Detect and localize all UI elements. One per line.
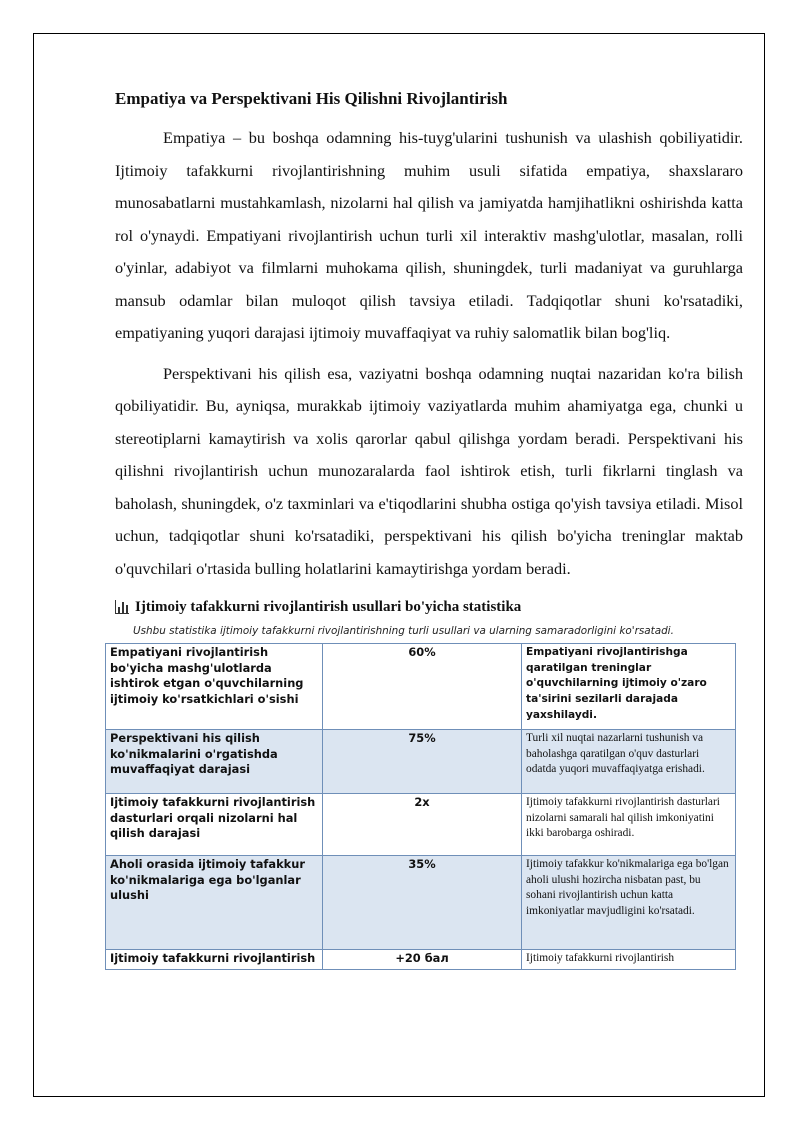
statistics-table <box>105 643 736 970</box>
table-row <box>106 950 736 970</box>
row-value: 75% <box>323 730 522 794</box>
paragraph-perspective: Perspektivani his qilish esa, vaziyatni boshqa odamning nuqtai nazaridan ko'ra bilish qobiliyatidir. Bu, ayniqsa, murakkab ijtimoiy vaziyatlarda muhim ahamiyatga ega, chunki u stereotiplarni kamaytirish va xolis qarorlar qabul qilishga yordam beradi. Perspektivani his qilishni rivojlantirish uchun munozaralarda faol ishtirok etish, turli fikrlarni tinglash va baholash, shuningdek, o'z taxminlari va e'tiqodlarini shubha ostiga qo'yish tavsiya etiladi. Misol uchun, tadqiqotlar shuni ko'rsatadiki, perspektivani his qilish bo'yicha treninglar maktab o'quvchilari o'rtasida bulling holatlarini kamaytirishga yordam beradi. <box>115 363 743 578</box>
row-label: Aholi orasida ijtimoiy tafakkur ko'nikmalariga ega bo'lganlar ulushi <box>106 856 323 950</box>
row-note: Ijtimoiy tafakkurni rivojlantirish <box>522 950 736 970</box>
row-note: Ijtimoiy tafakkurni rivojlantirish dasturlari nizolarni samarali hal qilish imkoniyatini ikki barobarga oshiradi. <box>522 794 736 856</box>
row-value: 35% <box>323 856 522 950</box>
section-title: Empatiya va Perspektivani His Qilishni Rivojlantirish <box>115 89 508 108</box>
row-value: 2x <box>323 794 522 856</box>
paragraph-empathy: Empatiya – bu boshqa odamning his-tuyg'ularini tushunish va ulashish qobiliyatidir. Ijtimoiy tafakkurni rivojlantirishning muhim usuli sifatida empatiya, shaxslararo munosabatlarni mustahkamlash, nizolarni hal qilish va jamiyatda hamjihatlikni oshirishda katta rol o'ynaydi. Empatiyani rivojlantirish uchun turli xil interaktiv mashg'ulotlar, masalan, rolli o'yinlar, adabiyot va filmlarni muhokama qilish, shuningdek, turli madaniyat va guruhlarga mansub odamlar bilan muloqot qilish tavsiya etiladi. Tadqiqotlar shuni ko'rsatadiki, empatiyaning yuqori darajasi ijtimoiy muvaffaqiyat va ruhiy salomatlik bilan bog'liq. <box>115 128 743 342</box>
row-note: Ijtimoiy tafakkur ko'nikmalariga ega bo'lgan aholi ulushi hozircha nisbatan past, bu sohani rivojlantirish uchun katta imkoniyatlar mavjudligini ko'rsatadi. <box>522 856 736 950</box>
table-row <box>106 730 736 794</box>
statistics-subtitle: Ushbu statistika ijtimoiy tafakkurni rivojlantirishning turli usullari va ularning samaradorligini ko'rsatadi. <box>133 625 674 637</box>
bar-chart-icon <box>115 600 129 614</box>
row-note: Empatiyani rivojlantirishga qaratilgan treninglar o'quvchilarning ijtimoiy o'zaro ta'sirini sezilarli darajada yaxshilaydi. <box>522 644 736 730</box>
row-label: Empatiyani rivojlantirish bo'yicha mashg'ulotlarda ishtirok etgan o'quvchilarning ijtimoiy ko'rsatkichlari o'sishi <box>106 644 323 730</box>
table-row <box>106 794 736 856</box>
statistics-title: Ijtimoiy tafakkurni rivojlantirish usullari bo'yicha statistika <box>135 599 522 615</box>
table-row <box>106 644 736 730</box>
row-note: Turli xil nuqtai nazarlarni tushunish va baholashga qaratilgan o'quv dasturlari odatda yuqori muvaffaqiyatga erishadi. <box>522 730 736 794</box>
row-label: Ijtimoiy tafakkurni rivojlantirish <box>106 950 323 970</box>
row-label: Ijtimoiy tafakkurni rivojlantirish dasturlari orqali nizolarni hal qilish darajasi <box>106 794 323 856</box>
row-value: 60% <box>323 644 522 730</box>
document-body <box>110 88 743 970</box>
row-label: Perspektivani his qilish ko'nikmalarini o'rgatishda muvaffaqiyat darajasi <box>106 730 323 794</box>
statistics-heading <box>115 597 743 617</box>
row-value: +20 бал <box>323 950 522 970</box>
table-row <box>106 856 736 950</box>
